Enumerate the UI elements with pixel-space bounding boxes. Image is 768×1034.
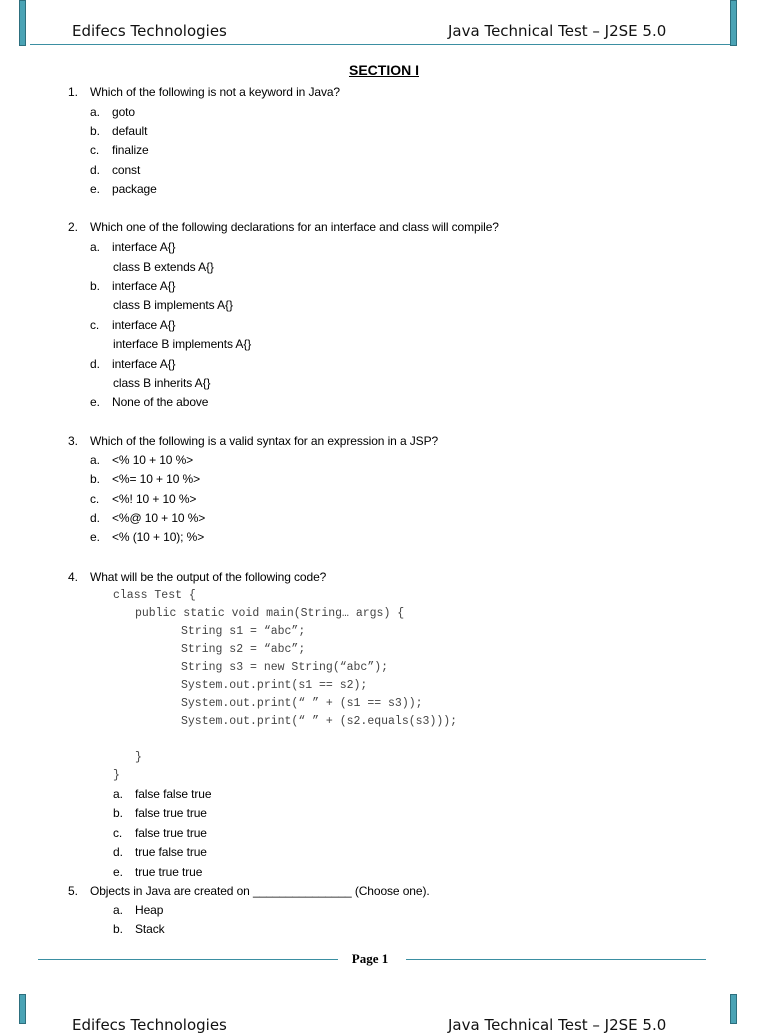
footer-rule-left (38, 959, 338, 960)
code-line: String s3 = new String(“abc”); (181, 661, 389, 674)
option: a. goto (90, 105, 135, 119)
option-continuation: class B extends A{} (113, 260, 214, 274)
option: d. true false true (113, 845, 207, 859)
option: e. <% (10 + 10); %> (90, 530, 205, 544)
option: b. interface A{} (90, 279, 176, 293)
next-page-header-company: Edifecs Technologies (72, 1016, 227, 1034)
option: d. interface A{} (90, 357, 176, 371)
question-1: 1. Which of the following is not a keyword in Java? (68, 85, 340, 99)
page-number: Page 1 (351, 951, 389, 966)
option: e. package (90, 182, 157, 196)
code-line: public static void main(String… args) { (135, 607, 405, 620)
option: c. false true true (113, 826, 207, 840)
code-line: String s1 = “abc”; (181, 625, 306, 638)
code-line: class Test { (113, 589, 196, 602)
code-line: System.out.print(“ ” + (s2.equals(s3))); (181, 715, 458, 728)
option: b. Stack (113, 922, 165, 936)
next-page-left-bar (19, 994, 26, 1024)
header-test-title: Java Technical Test – J2SE 5.0 (448, 22, 667, 40)
question-2: 2. Which one of the following declarations for an interface and class will compile? (68, 220, 499, 234)
question-4: 4. What will be the output of the following code? (68, 570, 327, 584)
option: d. <%@ 10 + 10 %> (90, 511, 206, 525)
option: b. default (90, 124, 148, 138)
option: a. false false true (113, 787, 212, 801)
next-page-right-bar (730, 994, 737, 1024)
option: c. interface A{} (90, 318, 176, 332)
question-3: 3. Which of the following is a valid syntax for an expression in a JSP? (68, 434, 439, 448)
code-line: String s2 = “abc”; (181, 643, 306, 656)
code-line: } (135, 751, 142, 764)
question-5: 5. Objects in Java are created on _______________ (Choose one). (68, 884, 430, 898)
header-rule (30, 44, 730, 45)
option: a. interface A{} (90, 240, 176, 254)
option: e. true true true (113, 865, 203, 879)
header-left-bar (19, 0, 26, 46)
footer-rule-right (406, 959, 706, 960)
option: b. false true true (113, 806, 207, 820)
code-line: System.out.print(s1 == s2); (181, 679, 368, 692)
option: c. finalize (90, 143, 149, 157)
next-page-header-test-title: Java Technical Test – J2SE 5.0 (448, 1016, 667, 1034)
option-continuation: class B implements A{} (113, 298, 233, 312)
option-continuation: interface B implements A{} (113, 337, 252, 351)
option: a. <% 10 + 10 %> (90, 453, 194, 467)
option: c. <%! 10 + 10 %> (90, 492, 197, 506)
option: a. Heap (113, 903, 164, 917)
code-line: } (113, 769, 120, 782)
header-company: Edifecs Technologies (72, 22, 227, 40)
code-line: System.out.print(“ ” + (s1 == s3)); (181, 697, 423, 710)
option: d. const (90, 163, 141, 177)
option: e. None of the above (90, 395, 209, 409)
section-title: SECTION I (348, 62, 419, 78)
option: b. <%= 10 + 10 %> (90, 472, 201, 486)
option-continuation: class B inherits A{} (113, 376, 211, 390)
header-right-bar (730, 0, 737, 46)
